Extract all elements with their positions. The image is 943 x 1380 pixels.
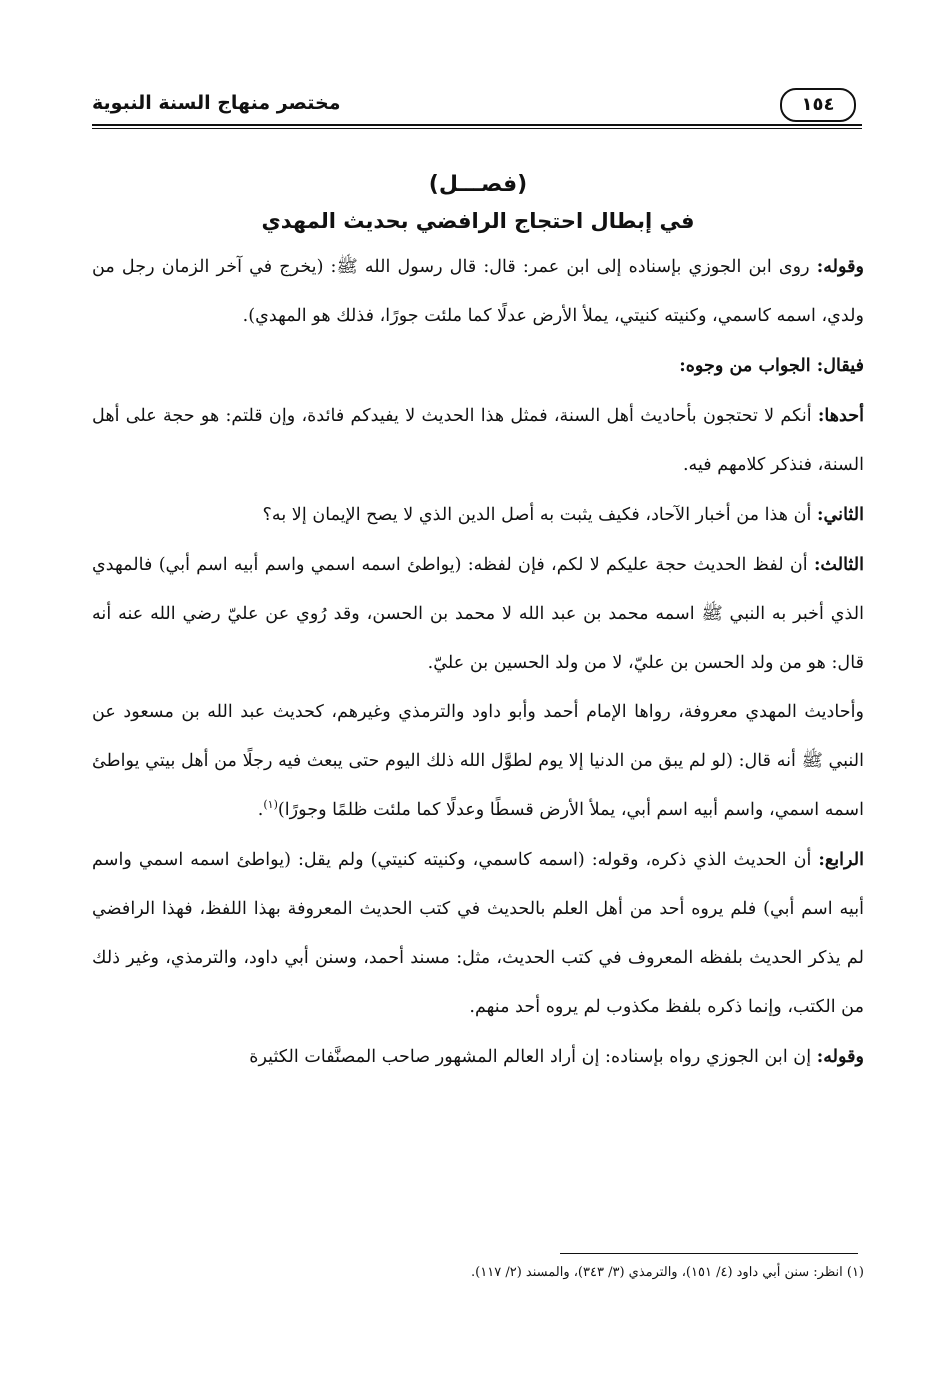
paragraph-text: روى ابن الجوزي بإسناده إلى ابن عمر: قال: قال رسول الله ﷺ: (يخرج في آخر الزمان رجل من ولدي، اسمه كاسمي، وكنيته كنيتي، يملأ الأرض عدلًا كما ملئت جورًا، فذلك هو المهدي). (92, 257, 864, 326)
running-header (92, 86, 862, 130)
paragraph-text: وأحاديث المهدي معروفة، رواها الإمام أحمد وأبو داود والترمذي وغيرهم، كحديث عبد الله بن مسعود عن النبي ﷺ أنه قال: (لو لم يبق من الدنيا إلا يوم لطوَّل الله ذلك اليوم حتى يبعث فيه رجلًا من أهل بيتي يواطئ اسمه اسمي، واسم أبيه اسم أبي، يملأ الأرض قسطًا وعدلًا كما ملئت ظلمًا وجورًا) (92, 702, 864, 820)
body-text (92, 242, 864, 1082)
paragraph-lead: وقوله: (816, 256, 864, 277)
section-heading: (فصـــل) (428, 172, 528, 197)
paragraph-8 (92, 1032, 864, 1082)
paragraph-2 (92, 341, 864, 391)
paragraph-3 (92, 391, 864, 490)
paragraph-6 (92, 688, 864, 835)
paragraph-text: أنكم لا تحتجون بأحاديث أهل السنة، فمثل هذا الحديث لا يفيدكم فائدة، وإن قلتم: هو حجة على أهل السنة، فنذكر كلامهم فيه. (92, 406, 864, 475)
paragraph-lead: الرابع: (818, 849, 864, 870)
paragraph-lead: فيقال: الجواب من وجوه: (679, 355, 864, 376)
footnote-1: (١) انظر: سنن أبي داود (٤/ ١٥١)، والترمذي (٣/ ٣٤٣)، والمسند (٢/ ١١٧). (471, 1265, 864, 1280)
paragraph-lead: الثالث: (813, 554, 864, 575)
paragraph-text: أن هذا من أخبار الآحاد، فكيف يثبت به أصل الدين الذي لا يصح الإيمان إلا به؟ (262, 505, 818, 525)
paragraph-1 (92, 242, 864, 341)
paragraph-7 (92, 835, 864, 1032)
paragraph-text: أن لفظ الحديث حجة عليكم لا لكم، فإن لفظه: (يواطئ اسمه اسمي واسم أبيه اسم أبي) فالمهدي الذي أخبر به النبي ﷺ اسمه محمد بن عبد الله لا محمد بن الحسن، وقد رُوي عن عليّ رضي الله عنه أنه قال: هو من ولد الحسن بن عليّ، لا من ولد الحسين بن عليّ. (92, 555, 864, 673)
footnote-separator (560, 1253, 858, 1254)
book-title: مختصر منهاج السنة النبوية (92, 92, 341, 114)
main-text-column (92, 168, 864, 1082)
paragraph-lead: وقوله: (816, 1046, 864, 1067)
paragraph-text: إن ابن الجوزي رواه بإسناده: إن أراد العالم المشهور صاحب المصنَّفات الكثيرة (249, 1047, 817, 1067)
header-rule (92, 124, 862, 126)
paragraph-5 (92, 540, 864, 688)
paragraph-lead: أحدها: (817, 405, 864, 426)
paragraph-text: أن الحديث الذي ذكره، وقوله: (اسمه كاسمي، وكنيته كنيتي) ولم يقل: (يواطئ اسمه اسمي واسم أبيه اسم أبي) فلم يروه أحد من أهل العلم بالحديث في كتب الحديث المعروفة بهذا اللفظ، فهذا الرافضي لم يذكر الحديث بلفظه المعروف في كتب الحديث، مثل: مسند أحمد، وسنن أبي داود، والترمذي، وغير ذلك من الكتب، وإنما ذكره بلفظ مكذوب لم يروه أحد منهم. (92, 850, 864, 1017)
paragraph-4 (92, 490, 864, 540)
paragraph-tail: . (257, 800, 264, 820)
footnote-reference: (١) (263, 798, 278, 812)
page-number-badge: ١٥٤ (780, 88, 856, 122)
footnotes (92, 1262, 864, 1284)
paragraph-lead: الثاني: (817, 504, 864, 525)
header-rule-thin (92, 128, 862, 129)
section-subheading: في إبطال احتجاج الرافضي بحديث المهدي (261, 209, 695, 233)
